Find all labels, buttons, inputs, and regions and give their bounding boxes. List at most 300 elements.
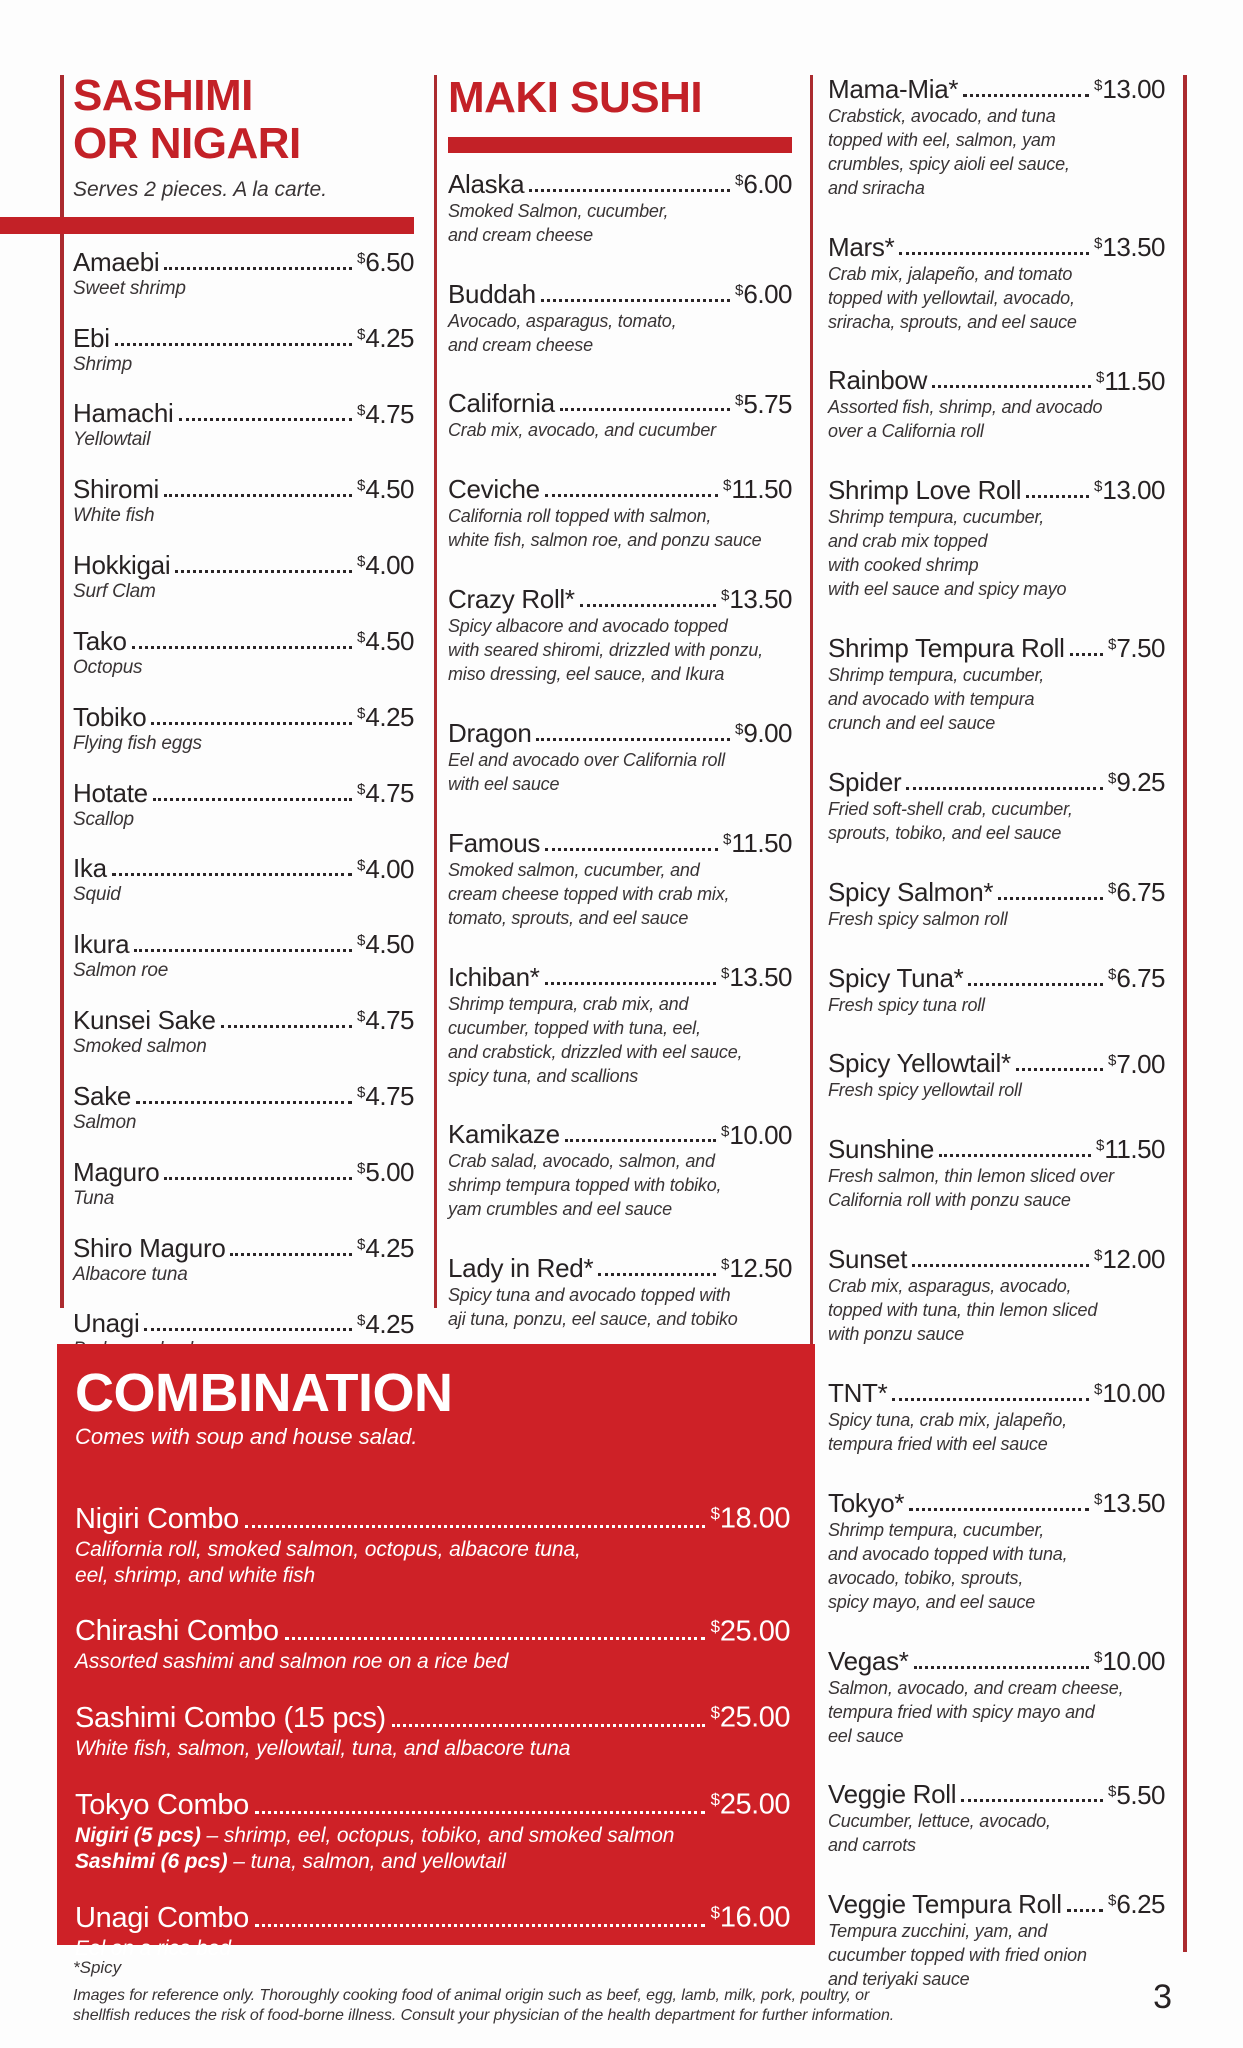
page-number: 3 (1153, 1978, 1172, 2016)
dotted-leader (1070, 653, 1103, 656)
dollar-sign: $ (722, 477, 732, 495)
menu-item-description: White fish, salmon, yellowtail, tuna, and albacore tuna (75, 1737, 571, 1761)
menu-item-row (828, 229, 1165, 262)
menu-item-name: Sunset (828, 1244, 908, 1275)
menu-item-price: $10.00 (1094, 1645, 1165, 1676)
dotted-leader (153, 798, 352, 801)
menu-item-price: $9.25 (1108, 766, 1165, 797)
dotted-leader (179, 418, 353, 421)
combination-title: COMBINATION (75, 1363, 453, 1423)
dotted-leader (392, 1724, 705, 1727)
menu-item-description: Yellowtail (73, 429, 151, 451)
menu-item (828, 363, 1165, 444)
dollar-sign: $ (721, 1122, 730, 1140)
menu-item-row (828, 71, 1165, 104)
description-bold-lead: Sashimi (6 pcs) (75, 1849, 228, 1873)
dollar-sign: $ (721, 587, 730, 605)
dollar-sign: $ (1108, 1782, 1117, 1800)
menu-item-row (73, 926, 414, 959)
dotted-leader (932, 385, 1091, 388)
menu-item-price: $13.50 (721, 961, 792, 992)
maki-title: MAKI SUSHI (448, 73, 703, 122)
dotted-leader (136, 1101, 352, 1104)
menu-item-row (73, 1002, 414, 1035)
spicy-footnote: *Spicy (73, 1958, 122, 1977)
menu-item-description: Crab mix, asparagus, avocado, topped with tuna, thin lemon sliced with ponzu sauce (828, 1276, 1098, 1345)
menu-item-name: Tokyo Combo (75, 1788, 249, 1821)
menu-item-price: $4.25 (357, 1232, 414, 1263)
menu-item (828, 764, 1165, 845)
menu-item-price: $16.00 (710, 1901, 790, 1934)
menu-item-price: $12.00 (1094, 1244, 1165, 1275)
dotted-leader (164, 494, 352, 497)
dotted-leader (164, 1177, 352, 1180)
dotted-leader (245, 1525, 705, 1528)
dollar-sign: $ (357, 629, 366, 647)
maki-item-list (448, 166, 792, 1360)
menu-item-name: Shrimp Love Roll (828, 475, 1022, 506)
menu-item-name: Ebi (73, 322, 110, 353)
menu-item (828, 1886, 1165, 1991)
description-bold-lead: Nigiri (5 pcs) (75, 1823, 201, 1847)
menu-item-price: $18.00 (710, 1502, 790, 1535)
menu-item-name: Ika (73, 853, 107, 884)
section-sashimi-nigiri-header (73, 72, 327, 202)
menu-item-description: Fresh spicy tuna roll (828, 994, 985, 1015)
menu-item-price: $11.50 (722, 474, 792, 505)
menu-item-row (448, 471, 792, 504)
menu-item-price: $6.00 (735, 168, 792, 199)
menu-item (448, 581, 792, 686)
menu-item-description: California roll, smoked salmon, octopus, albacore tuna, eel, shrimp, and white fish (75, 1537, 581, 1587)
menu-item-row (73, 1078, 414, 1111)
menu-item-description: Eel on a rice bed (75, 1936, 231, 1960)
menu-item-row (828, 1777, 1165, 1810)
left-red-rule (60, 75, 64, 1308)
menu-item (73, 244, 414, 301)
menu-item-description: Smoked salmon (73, 1036, 207, 1058)
menu-item (828, 1131, 1165, 1212)
dotted-leader (580, 604, 716, 607)
menu-item-row (828, 1131, 1165, 1164)
menu-item-name: Lady in Red* (448, 1253, 594, 1284)
menu-item-description: Assorted sashimi and salmon roe on a rice bed (75, 1650, 509, 1674)
menu-item-price: $4.25 (357, 322, 414, 353)
menu-item-price: $25.00 (710, 1615, 790, 1648)
menu-item-price: $25.00 (710, 1702, 790, 1735)
dotted-leader (134, 949, 352, 952)
dotted-leader (255, 1924, 705, 1927)
menu-item (73, 471, 414, 528)
menu-item (828, 71, 1165, 200)
rolls-item-list (828, 71, 1165, 2020)
menu-item-name: Kunsei Sake (73, 1005, 216, 1036)
sashimi-title-line2: OR NIGARI (73, 119, 301, 168)
menu-item-description: Albacore tuna (73, 1263, 188, 1285)
sashimi-subtitle: Serves 2 pieces. A la carte. (73, 178, 328, 201)
dollar-sign: $ (710, 1703, 720, 1723)
menu-item-row (448, 1250, 792, 1283)
menu-item-row (828, 1886, 1165, 1919)
menu-item-row (828, 1046, 1165, 1079)
menu-item (828, 472, 1165, 601)
dotted-leader (963, 94, 1089, 97)
dotted-leader (914, 1666, 1089, 1669)
menu-item-price: $6.75 (1108, 962, 1165, 993)
menu-item-row (828, 630, 1165, 663)
dollar-sign: $ (357, 250, 366, 267)
dotted-leader (565, 1139, 716, 1142)
menu-item-row (448, 166, 792, 199)
menu-item-price: $4.25 (357, 1308, 414, 1339)
menu-item-description: Assorted fish, shrimp, and avocado over a California roll (828, 397, 1103, 442)
menu-item-row (75, 1695, 790, 1736)
menu-item-row (448, 386, 792, 419)
menu-item-name: Veggie Tempura Roll (828, 1889, 1062, 1920)
dollar-sign: $ (1094, 1648, 1103, 1666)
menu-item-row (73, 1154, 414, 1187)
menu-item (448, 276, 792, 357)
menu-item-price: $5.50 (1108, 1779, 1165, 1810)
menu-item-name: Tobiko (73, 701, 147, 732)
menu-item (448, 715, 792, 796)
menu-item-name: Spicy Salmon* (828, 876, 994, 907)
menu-item-row (448, 959, 792, 992)
menu-item-name: Crazy Roll* (448, 584, 575, 615)
menu-item (73, 775, 414, 832)
menu-item-price: $4.25 (357, 701, 414, 732)
dollar-sign: $ (1108, 1892, 1117, 1910)
menu-item-description: Spicy tuna and avocado topped with aji tuna, ponzu, eel sauce, and tobiko (448, 1285, 738, 1330)
dotted-leader (529, 189, 730, 192)
dollar-sign: $ (1108, 1051, 1117, 1069)
menu-item-row (75, 1496, 790, 1537)
menu-item (448, 471, 792, 552)
dotted-leader (112, 873, 352, 876)
dollar-sign: $ (710, 1790, 720, 1810)
menu-item-price: $13.00 (1094, 475, 1165, 506)
dotted-leader (255, 1811, 705, 1814)
menu-item-price: $4.50 (357, 474, 414, 505)
menu-item (73, 396, 414, 453)
dotted-leader (909, 1508, 1089, 1511)
menu-item-description: Spicy tuna, crab mix, jalapeño, tempura fried with eel sauce (828, 1409, 1067, 1454)
menu-item-name: Ikura (73, 929, 130, 960)
menu-item-description: Salmon (73, 1111, 137, 1133)
menu-item-price: $5.00 (357, 1156, 414, 1187)
menu-item-name: Sake (73, 1080, 132, 1111)
menu-item (448, 825, 792, 930)
menu-item-description: Fresh spicy yellowtail roll (828, 1080, 1022, 1101)
maki-header-bar (448, 137, 792, 153)
dotted-leader (1067, 1909, 1103, 1912)
menu-item-row (828, 363, 1165, 396)
menu-item (448, 166, 792, 247)
menu-item-description: Avocado, asparagus, tomato, and cream cheese (448, 310, 677, 355)
menu-item-price: $4.75 (357, 777, 414, 808)
menu-item-description: Shrimp tempura, cucumber, and avocado with tempura crunch and eel sauce (828, 665, 1045, 734)
dotted-leader (132, 646, 352, 649)
section-combination (57, 1344, 815, 1960)
menu-item-description: Smoked Salmon, cucumber, and cream cheese (448, 200, 669, 245)
dotted-leader (892, 1398, 1089, 1401)
menu-item-row (828, 960, 1165, 993)
menu-item-name: Shiro Maguro (73, 1232, 226, 1263)
combination-item-list (75, 1496, 790, 1962)
dollar-sign: $ (357, 553, 366, 571)
menu-item-row (828, 1485, 1165, 1518)
dollar-sign: $ (735, 281, 744, 299)
dollar-sign: $ (1094, 1247, 1103, 1265)
menu-item-row (828, 1241, 1165, 1274)
menu-item (828, 960, 1165, 1017)
menu-item-row (75, 1782, 790, 1823)
menu-item (73, 851, 414, 908)
menu-item-description: Fried soft-shell crab, cucumber, sprouts, tobiko, and eel sauce (828, 798, 1073, 843)
menu-item-name: Hokkigai (73, 550, 171, 581)
dollar-sign: $ (1108, 636, 1117, 654)
menu-item-price: $10.00 (1094, 1377, 1165, 1408)
dollar-sign: $ (1095, 368, 1105, 386)
dotted-leader (899, 252, 1089, 255)
menu-item (75, 1782, 790, 1875)
dollar-sign: $ (1108, 770, 1117, 788)
menu-item-price: $6.25 (1108, 1889, 1165, 1920)
dotted-leader (912, 1264, 1089, 1267)
sashimi-item-list (73, 244, 414, 1381)
menu-item-description: Tuna (73, 1187, 115, 1209)
dotted-leader (545, 848, 718, 851)
menu-item-price: $25.00 (710, 1788, 790, 1821)
menu-item-name: Shiromi (73, 474, 160, 505)
menu-item-price: $11.50 (1095, 365, 1165, 396)
menu-item-row (828, 1643, 1165, 1676)
menu-item-name: Unagi (73, 1308, 140, 1339)
column-divider-left-mid (434, 75, 437, 1308)
menu-item (448, 1117, 792, 1222)
menu-item-description: Spicy albacore and avocado topped with seared shiromi, drizzled with ponzu, miso dressing, eel sauce, and Ikura (448, 616, 763, 685)
menu-item-price: $6.50 (357, 246, 414, 277)
menu-item (73, 1002, 414, 1059)
dollar-sign: $ (357, 477, 366, 495)
menu-item-price: $11.50 (722, 827, 792, 858)
menu-item-price: $4.75 (357, 1005, 414, 1036)
menu-item-name: Dragon (448, 717, 532, 748)
menu-item-name: Mars* (828, 231, 895, 262)
menu-item-price: $7.00 (1108, 1048, 1165, 1079)
right-red-rule (1183, 75, 1187, 1952)
disclaimer-line1: Images for reference only. Thoroughly cooking food of animal origin such as beef, egg, lamb, milk, pork, poultry, or (73, 1987, 870, 2004)
menu-item-description: Scallop (73, 808, 134, 830)
menu-item-name: Nigiri Combo (75, 1502, 239, 1535)
menu-item (828, 1643, 1165, 1748)
menu-item-name: Amaebi (73, 246, 160, 277)
menu-item-name: Tokyo* (828, 1487, 905, 1518)
dollar-sign: $ (721, 1256, 730, 1274)
menu-item-description: Shrimp tempura, crab mix, and cucumber, topped with tuna, eel, and crabstick, drizzled with eel sauce, spicy tuna, and scallions (448, 993, 743, 1086)
menu-item (73, 547, 414, 604)
menu-item-row (73, 244, 414, 277)
dotted-leader (598, 1273, 716, 1276)
menu-item-row (75, 1609, 790, 1650)
menu-item-name: Spicy Tuna* (828, 962, 964, 993)
dollar-sign: $ (1094, 1381, 1103, 1399)
menu-item (828, 1375, 1165, 1456)
dotted-leader (545, 982, 716, 985)
menu-item-price: $13.50 (721, 584, 792, 615)
menu-item-name: Hamachi (73, 398, 174, 429)
section-maki-sushi-header (448, 74, 702, 122)
dollar-sign: $ (721, 964, 730, 982)
dollar-sign: $ (735, 721, 744, 739)
menu-item (73, 623, 414, 680)
menu-item-price: $4.00 (357, 550, 414, 581)
menu-item (75, 1895, 790, 1962)
dollar-sign: $ (735, 391, 744, 409)
menu-item-row (828, 764, 1165, 797)
menu-item-name: Vegas* (828, 1645, 909, 1676)
menu-item-price: $7.50 (1108, 633, 1165, 664)
menu-item-description: Octopus (73, 656, 143, 678)
menu-item-name: California (448, 388, 555, 419)
menu-item (828, 1777, 1165, 1858)
dollar-sign: $ (357, 1008, 366, 1026)
menu-item-row (73, 1306, 414, 1339)
menu-item-row (73, 320, 414, 353)
menu-item-name: Ceviche (448, 474, 540, 505)
menu-item (828, 229, 1165, 334)
menu-item-row (73, 396, 414, 429)
menu-item-name: Tako (73, 625, 127, 656)
dollar-sign: $ (357, 704, 366, 722)
dollar-sign: $ (1108, 879, 1117, 897)
menu-item-price: $4.50 (357, 625, 414, 656)
menu-item-description: Flying fish eggs (73, 732, 202, 754)
menu-item (75, 1496, 790, 1589)
disclaimer-line2: shellfish reduces the risk of food-borne illness. Consult your physician of the health department for further information. (73, 2007, 895, 2024)
menu-item-description: Crab mix, avocado, and cucumber (448, 420, 716, 441)
menu-item (828, 630, 1165, 735)
menu-item-row (75, 1895, 790, 1936)
dotted-leader (230, 1253, 352, 1256)
menu-item-name: Shrimp Tempura Roll (828, 633, 1065, 664)
menu-item-description: Shrimp (73, 353, 132, 375)
menu-item-price: $4.50 (357, 929, 414, 960)
menu-item-row (73, 1230, 414, 1263)
menu-item-row (73, 547, 414, 580)
dollar-sign: $ (1094, 478, 1103, 496)
menu-item-description: Surf Clam (73, 581, 156, 603)
dollar-sign: $ (357, 1311, 366, 1329)
dollar-sign: $ (357, 1235, 366, 1253)
menu-item-description: Tempura zucchini, yam, and cucumber topped with fried onion and teriyaki sauce (828, 1921, 1087, 1990)
dollar-sign: $ (357, 932, 366, 950)
menu-item-price: $13.00 (1094, 73, 1165, 104)
dollar-sign: $ (710, 1902, 720, 1922)
dotted-leader (175, 570, 352, 573)
menu-item (828, 1241, 1165, 1346)
dotted-leader (939, 1154, 1091, 1157)
menu-item-description: Nigiri (5 pcs) – shrimp, eel, octopus, tobiko, and smoked salmon Sashimi (6 pcs) – tuna, salmon, and yellowtail (75, 1823, 675, 1873)
menu-item-price: $5.75 (735, 388, 792, 419)
menu-item-name: Veggie Roll (828, 1779, 957, 1810)
menu-item-price: $6.00 (735, 278, 792, 309)
menu-item (73, 926, 414, 983)
menu-item-price: $13.50 (1094, 231, 1165, 262)
menu-item-description: Crab mix, jalapeño, and tomato topped with yellowtail, avocado, sriracha, sprouts, and eel sauce (828, 263, 1077, 332)
menu-item-name: Hotate (73, 777, 148, 808)
dotted-leader (536, 738, 730, 741)
dotted-leader (285, 1637, 705, 1640)
dotted-leader (1016, 1068, 1103, 1071)
menu-item (73, 1154, 414, 1211)
menu-item (73, 699, 414, 756)
dotted-leader (115, 343, 352, 346)
menu-item-row (828, 874, 1165, 907)
menu-item-description: Shrimp tempura, cucumber, and avocado topped with tuna, avocado, tobiko, sprouts, spicy mayo, and eel sauce (828, 1519, 1068, 1612)
sashimi-title-line1: SASHIMI (73, 71, 253, 120)
menu-item-price: $11.50 (1095, 1134, 1165, 1165)
menu-item-description: Salmon roe (73, 960, 169, 982)
menu-item-row (448, 581, 792, 614)
combination-subtitle: Comes with soup and house salad. (75, 1424, 418, 1449)
menu-item-row (73, 623, 414, 656)
dotted-leader (164, 267, 352, 270)
menu-item (448, 386, 792, 443)
menu-item-description: Crabstick, avocado, and tuna topped with eel, salmon, yam crumbles, spicy aioli eel sauce, and sriracha (828, 105, 1070, 198)
menu-item-description: White fish (73, 505, 155, 527)
menu-item-name: Kamikaze (448, 1119, 560, 1150)
menu-item-name: Famous (448, 827, 541, 858)
menu-item-description: Sweet shrimp (73, 277, 186, 299)
dollar-sign: $ (1094, 1490, 1103, 1508)
disclaimer (73, 1986, 1173, 2026)
menu-item (75, 1609, 790, 1676)
menu-item-row (73, 471, 414, 504)
menu-item-description: Cucumber, lettuce, avocado, and carrots (828, 1811, 1051, 1856)
menu-item-name: Ichiban* (448, 961, 540, 992)
dollar-sign: $ (357, 325, 366, 343)
dotted-leader (998, 897, 1103, 900)
dollar-sign: $ (710, 1504, 720, 1523)
dotted-leader (961, 1799, 1103, 1802)
dollar-sign: $ (1094, 77, 1103, 94)
dotted-leader (151, 722, 352, 725)
menu-item-name: Sunshine (828, 1134, 935, 1165)
menu-item-row (828, 1375, 1165, 1408)
dollar-sign: $ (1095, 1137, 1105, 1155)
menu-item-price: $9.00 (735, 717, 792, 748)
menu-item-name: Spider (828, 766, 902, 797)
dotted-leader (906, 787, 1103, 790)
menu-item (75, 1695, 790, 1762)
menu-item-description: Shrimp tempura, cucumber, and crab mix topped with cooked shrimp with eel sauce and spicy mayo (828, 507, 1067, 600)
menu-item-name: Unagi Combo (75, 1901, 250, 1934)
dollar-sign: $ (710, 1616, 720, 1636)
menu-item-description: Squid (73, 884, 121, 906)
menu-item-description: Eel and avocado over California roll with eel sauce (448, 749, 725, 794)
menu-item-name: Maguro (73, 1156, 160, 1187)
menu-item-price: $4.00 (357, 853, 414, 884)
menu-item-row (448, 1117, 792, 1150)
menu-item (73, 320, 414, 377)
dotted-leader (221, 1025, 352, 1028)
menu-item-name: TNT* (828, 1377, 888, 1408)
dollar-sign: $ (1108, 965, 1117, 983)
menu-item-description: Crab salad, avocado, salmon, and shrimp tempura topped with tobiko, yam crumbles and eel sauce (448, 1151, 722, 1220)
menu-item-name: Buddah (448, 278, 536, 309)
menu-item-name: Mama-Mia* (828, 73, 959, 104)
